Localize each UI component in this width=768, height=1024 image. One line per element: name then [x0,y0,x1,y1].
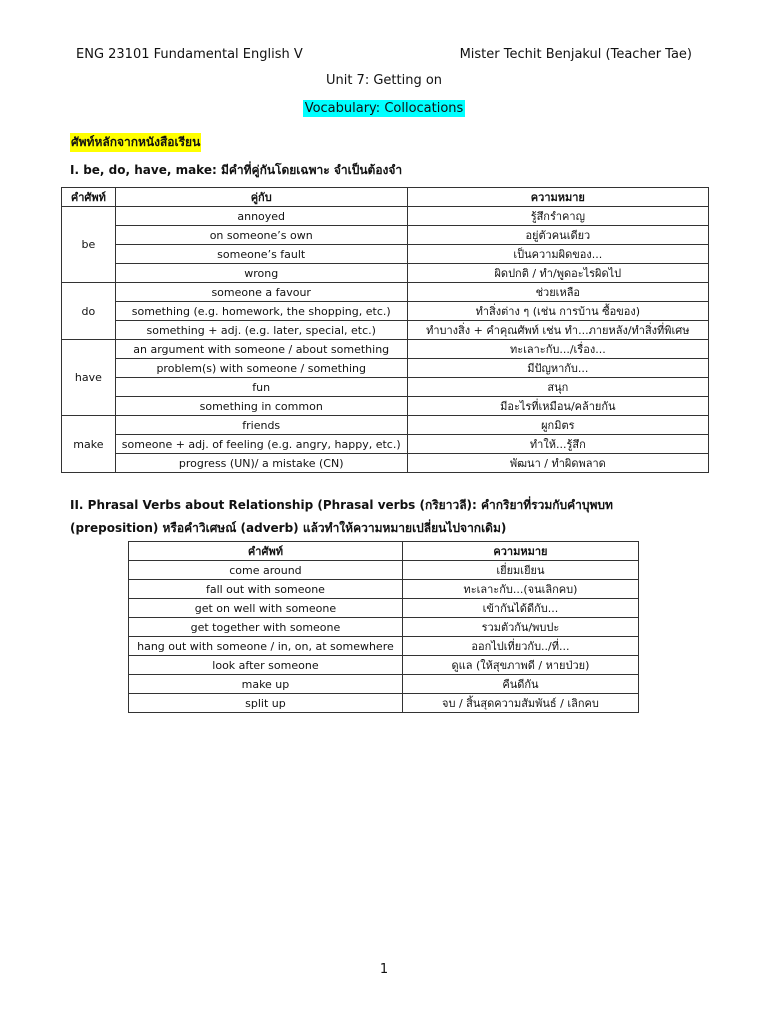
table-row [62,245,709,264]
collocate-cell: an argument with someone / about something [115,340,407,359]
table-row [129,561,639,580]
collocate-cell: progress (UN)/ a mistake (CN) [115,454,407,473]
collocate-cell: someone’s fault [115,245,407,264]
header-meaning: ความหมาย [402,542,638,561]
meaning-cell: พัฒนา / ทำผิดพลาด [407,454,708,473]
collocate-cell: someone a favour [115,283,407,302]
header-word: คำศัพท์ [129,542,403,561]
table-row [129,694,639,713]
collocate-cell: on someone’s own [115,226,407,245]
collocate-cell: fun [115,378,407,397]
meaning-cell: เยี่ยมเยียน [402,561,638,580]
phrasal-verb-cell: get on well with someone [129,599,403,618]
meaning-cell: มีอะไรที่เหมือน/คล้ายกัน [407,397,708,416]
table-row [129,618,639,637]
meaning-cell: ทะเลาะกับ...(จนเลิกคบ) [402,580,638,599]
collocate-cell: something (e.g. homework, the shopping, etc.) [115,302,407,321]
phrasal-verb-cell: split up [129,694,403,713]
verb-cell: have [62,340,116,416]
verb-cell: make [62,416,116,473]
meaning-cell: ทำสิ่งต่าง ๆ (เช่น การบ้าน ซื้อของ) [407,302,708,321]
phrasal-verb-cell: fall out with someone [129,580,403,599]
meaning-cell: ช่วยเหลือ [407,283,708,302]
section-2-heading: II. Phrasal Verbs about Relationship (Phrasal verbs (กริยาวลี): คำกริยาที่รวมกับคำบุพบท (preposition) หรือคำวิเศษณ์ (adverb) แล้วทำให้ความหมายเปลี่ยนไปจากเดิม) [70,498,613,535]
collocate-cell: friends [115,416,407,435]
table-row [129,599,639,618]
table-row [129,637,639,656]
textbook-vocab-label: ศัพท์หลักจากหนังสือเรียน [70,133,201,152]
meaning-cell: ทำให้...รู้สึก [407,435,708,454]
collocate-cell: something + adj. (e.g. later, special, etc.) [115,321,407,340]
collocate-cell: annoyed [115,207,407,226]
table-header-row [129,542,639,561]
table-row [129,656,639,675]
header-collocate: คู่กับ [115,188,407,207]
page-number: 1 [379,962,389,977]
table-row [129,580,639,599]
collocate-cell: something in common [115,397,407,416]
phrasal-verbs-table [128,541,639,713]
verb-cell: do [62,283,116,340]
meaning-cell: ผูกมิตร [407,416,708,435]
meaning-cell: สนุก [407,378,708,397]
meaning-cell: ทำบางสิ่ง + คำคุณศัพท์ เช่น ทำ...ภายหลัง/ทำสิ่งที่พิเศษ [407,321,708,340]
meaning-cell: รวมตัวกัน/พบปะ [402,618,638,637]
table-row [62,207,709,226]
phrasal-verb-cell: get together with someone [129,618,403,637]
teacher-name: Mister Techit Benjakul (Teacher Tae) [459,47,692,62]
meaning-cell: คืนดีกัน [402,675,638,694]
table-row [62,454,709,473]
meaning-cell: ผิดปกติ / ทำ/พูดอะไรผิดไป [407,264,708,283]
table-row [62,435,709,454]
table-row [62,416,709,435]
meaning-cell: จบ / สิ้นสุดความสัมพันธ์ / เลิกคบ [402,694,638,713]
meaning-cell: ดูแล (ให้สุขภาพดี / หายป่วย) [402,656,638,675]
document-title: Vocabulary: Collocations [304,101,464,116]
meaning-cell: อยู่ตัวคนเดียว [407,226,708,245]
verb-cell: be [62,207,116,283]
phrasal-verb-cell: hang out with someone / in, on, at somewhere [129,637,403,656]
table-row [62,226,709,245]
meaning-cell: ทะเลาะกับ.../เรื่อง... [407,340,708,359]
table-row [62,302,709,321]
section-1-heading: I. be, do, have, make: มีคำที่คู่กันโดยเฉพาะ จำเป็นต้องจำ [70,163,403,177]
header-meaning: ความหมาย [407,188,708,207]
table-row [62,397,709,416]
table-row [62,283,709,302]
meaning-cell: เป็นความผิดของ... [407,245,708,264]
collocate-cell: someone + adj. of feeling (e.g. angry, happy, etc.) [115,435,407,454]
table-row [129,675,639,694]
collocate-cell: wrong [115,264,407,283]
meaning-cell: เข้ากันได้ดีกับ... [402,599,638,618]
meaning-cell: ออกไปเที่ยวกับ../ที่... [402,637,638,656]
table-row [62,264,709,283]
phrasal-verb-cell: look after someone [129,656,403,675]
phrasal-verb-cell: make up [129,675,403,694]
unit-title: Unit 7: Getting on [325,73,443,88]
table-row [62,378,709,397]
table-row [62,321,709,340]
meaning-cell: รู้สึกรำคาญ [407,207,708,226]
meaning-cell: มีปัญหากับ... [407,359,708,378]
phrasal-verb-cell: come around [129,561,403,580]
table-header-row [62,188,709,207]
collocate-cell: problem(s) with someone / something [115,359,407,378]
table-row [62,359,709,378]
header-word: คำศัพท์ [62,188,116,207]
table-row [62,340,709,359]
course-title: ENG 23101 Fundamental English V [76,47,303,62]
collocations-table [61,187,709,473]
